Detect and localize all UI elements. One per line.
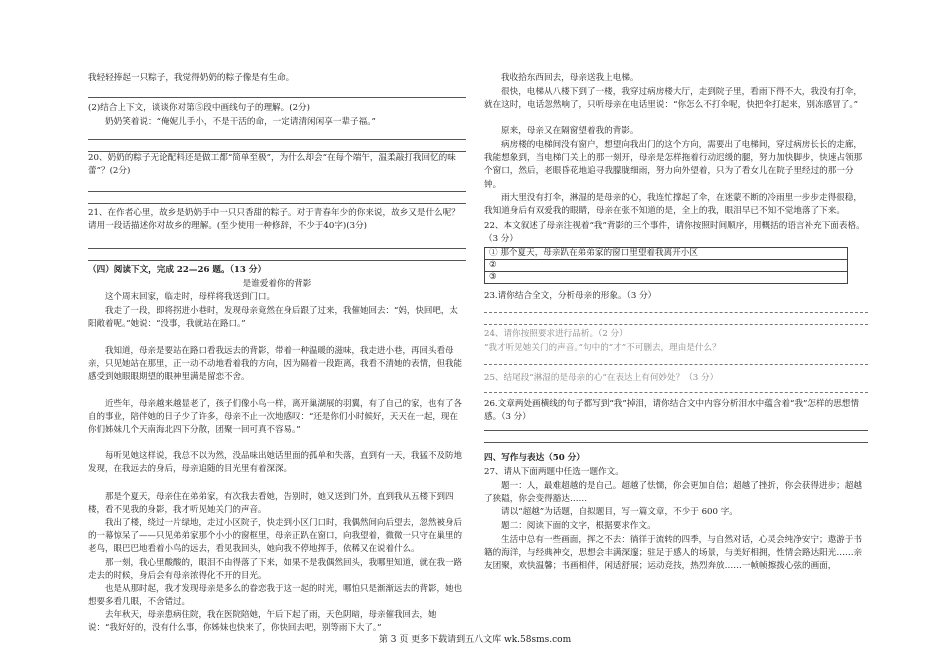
text-line: 我轻轻捧起一只粽子，我觉得奶奶的粽子像是有生命。 [88,73,295,83]
article-paragraph: 去年秋天，母亲患病住院，我在医院陪她，午后下起了雨，天色阴暗，母亲催我回去，她说：“我好好的，没有什么事，你姊妹也快来了，你快回去吧，别等雨下大了。” [88,610,437,634]
article-title: 是谁爱着你的背影 [242,279,312,289]
page-footer: 第 3 页 更多下载请到五八文库 wk.58sms.com [378,635,572,645]
question-27: 27、请从下面两题中任选一题作文。 [484,467,624,477]
answer-line [484,364,868,365]
section-heading: 四、写作与表达（50 分） [484,453,585,463]
article-paragraph: 我出了楼，绕过一片绿地，走过小区院子，快走到小区门口时，我偶然间向后望去，忽然被身后的一幕惊呆了——只见弟弟家那个小小的窗框里，母亲正趴在窗口，向我望着，微微一只守在巢里的老鸟，眼巴巴地看着小鸟的远去，看见我回头，她向我不停地挥手，依稀又在说着什么。 [88,518,463,555]
answer-line [88,191,466,192]
answer-line [484,324,868,325]
question-20: 20、奶奶的粽子无论配料还是做工都“简单至极”，为什么却会“在每个端午，温柔敲打我回忆的味蕾”？(2分) [88,153,456,177]
answer-line [484,312,868,313]
quote: 奶奶笑着说：“俺妮儿手小，不是干活的命，一定请清闲闲享一辈子福。” [105,117,376,127]
article-paragraph: 这个周末回家，临走时，母样将我送到门口。 [105,292,276,302]
section-heading: （四）阅读下文，完成 22—26 题。（13 分） [88,265,267,275]
article-paragraph: 每听见她这样说，我总不以为然，没品味出她话里面的孤单和失落，直到有一天，我猛不及防地发现，在我远去的身后，母亲追随的目光里有着深深。 [88,451,463,475]
essay-topic-2-text: 生活中总有一些画面，挥之不去：徜徉于流转的四季，与自然对话，心灵会纯净安宁；遨游于书籍的海洋，与经典神交，思想会丰满深邃；驻足于感人的场景，与美好相拥，性情会路达阳光……亲友团聚，欢快温馨；书画相伴，闲适舒展；运动竞技，热烈奔放……一帧帧擦拨心弦的画面， [484,535,863,572]
answer-line [88,139,466,140]
question-24-quote: “我才听见她关门的声音。”句中的“才”不可删去，理由是什么？ [484,343,721,353]
article-paragraph: 原来，母亲又在隔窗望着我的背影。 [501,126,639,136]
answer-line [88,248,466,249]
article-paragraph: 病房楼的电梯间没有窗户，想望向我出门的这个方向，需要出了电梯间，穿过病房长长的走廊，我能想象到，当电梯门关上的那一刻开，母亲是怎样拖着行动迟缓的腿，努力加快脚步，快速占领那个窗口，然后，老眼昏花地追寻我朦胧细雨，努力向外望着，只为了看女儿在院子里经过的那一分钟。 [484,140,863,190]
article-paragraph: 那是个夏天，母亲住在弟弟家，有次我去看她，告别时，她又送到门外，直到我从五楼下到四楼，看不见我的身影，我才听见她关门的声音。 [88,492,454,516]
question-26: 26.文章两处画横线的句子都写到“我”掉泪，请你结合文中内容分析泪水中蕴含着“我”怎样的思想情感。（3 分） [484,399,859,423]
table-row: ② [485,260,848,272]
answer-line [88,260,466,261]
question-2: (2)结合上下文，谈谈你对第⑤段中画线句子的理解。(2分) [88,103,311,113]
answer-table [484,247,848,284]
article-paragraph: 也是从那时起，我才发现母亲是多么的眷恋我于这一起的时光，哪怕只是渐渐远去的背影，她也想要多看几眼，不舍错过。 [88,584,463,608]
answer-line [484,430,868,431]
article-paragraph: 我收拾东西回去，母亲送我上电梯。 [501,73,639,83]
table-row: ① 那个夏天，母亲趴在弟弟家的窗口里望着我离开小区 [485,248,848,260]
answer-line [88,97,466,98]
answer-line [88,203,466,204]
essay-topic-1-requirement: 请以“超越”为话题，自拟题目，写一篇文章，不少于 600 字。 [501,507,738,517]
question-21: 21、在作者心里，故乡是奶奶手中一只只香甜的粽子。对于青春年少的你来说，故乡又是什么呢？请用一段话描述你对故乡的理解。(至少使用一种修辞，不少于40字)(3分) [88,208,460,232]
essay-topic-2: 题二：阅读下面的文字，根据要求作文。 [501,521,656,531]
essay-topic-1: 题一：人，最难超越的是自己。超越了怯懦，你会更加自信；超越了挫折，你会获得进步；超越了狭隘，你会变得豁达…… [484,481,862,505]
article-paragraph: 很快，电梯从八楼下到了一楼，我穿过病房楼大厅，走到院子里，看雨下得不大，我没有打伞，就在这时，电话忽然响了，只听母亲在电话里说：“你怎么不打伞呢，快把伞打起来，别冻感冒了。” [484,87,862,111]
article-paragraph: 近些年，母亲越来越显老了，孩子们像小鸟一样，离开巢湖展的羽翼，有了自己的家，也有了各自的事业，陪伴她的日子少了许多，母亲不止一次地感叹：“还是你们小时候好，天天在一起，现在你们姊妹几个天南海北四下分散，团聚一回可真不容易。” [88,399,463,436]
article-paragraph: 那一刻，我心里酸酸的，眼泪不由得落了下来，如果不是我偶然回头，我哪里知道，就在我一路走去的时候，身后会有母亲浓得化不开的目光。 [88,558,463,582]
answer-line [484,392,868,393]
question-22: 22、本文叙述了母亲注视着“我”背影的三个事件，请你按照时间顺序，用概括的语言补充下面表格。（3 分） [484,221,865,245]
article-paragraph: 我走了一段，即将拐进小巷时，发现母亲竟然在身后跟了过来，我催她回去：“妈，快回吧，太阳敞着呢。”她说：“没事，我就站在路口。” [88,306,458,330]
article-paragraph: 雨大里没有打伞，淋湿的是母亲的心，我连忙撑起了伞，在迷蒙不断的冷雨里一步步走得很稳，我知道身后有双爱我的眼睛，母亲在张不知道的是，全上的我，眼泪早已不知不觉地落了下来。 [484,193,862,217]
question-23: 23.请你结合全文，分析母亲的形象。（3 分） [484,291,657,301]
question-24: 24、请你按照要求进行品析。（2 分） [484,329,628,339]
answer-line [484,442,868,443]
table-row: ③ [485,272,848,284]
question-25: 25、结尾段“淋湿的是母亲的心”在表达上有何妙处？（3 分） [484,373,719,383]
article-paragraph: 我知道，母亲是要站在路口看我远去的背影，带着一种温暖的滋味，我走进小巷，再回头看母亲，只见她站在那里，正一动不动地看着我的方向，因为隔着一段距离，我看不清她的表情，但我能感受到她眼眼期望的眼神里满是留恋不舍。 [88,346,463,383]
